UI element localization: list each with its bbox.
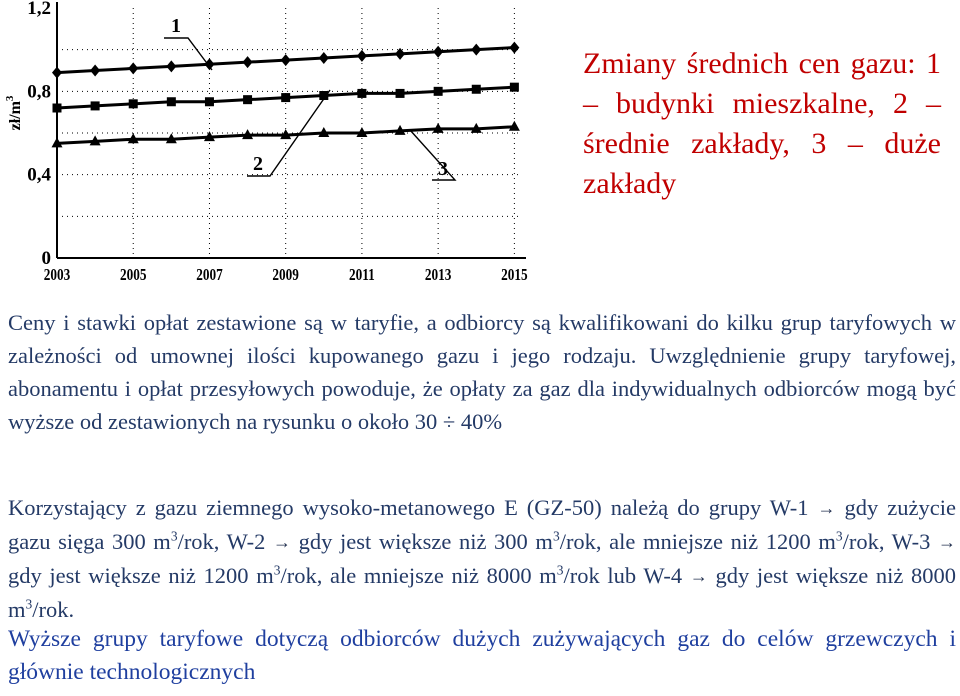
arrow-icon: → <box>817 498 836 518</box>
superscript: 3 <box>552 528 560 544</box>
series-label-3: 3 <box>438 158 448 180</box>
groups-text-7: gdy jest większe niż 1200 m <box>8 563 274 588</box>
groups-text-3: /rok, W-2 <box>177 529 266 554</box>
gas-price-chart <box>0 0 560 300</box>
groups-text-8: /rok, ale mniejsze niż 8000 m <box>280 563 557 588</box>
x-tick-label: 2015 <box>501 265 528 285</box>
superscript: 3 <box>273 562 281 578</box>
x-tick-label: 2009 <box>272 265 299 285</box>
data-point-diamond <box>243 56 253 68</box>
chart-grid <box>57 8 522 258</box>
groups-text-6: /rok, W-3 <box>842 529 931 554</box>
data-point-diamond <box>128 62 138 74</box>
data-point-diamond <box>281 54 291 66</box>
y-tick-label: 0 <box>41 248 51 269</box>
data-point-square <box>357 89 366 98</box>
data-point-diamond <box>319 52 329 64</box>
tariff-paragraph <box>8 306 956 438</box>
data-point-square <box>281 93 290 102</box>
data-point-diamond <box>395 48 405 60</box>
y-axis-label: $zł/m^3$ <box>4 95 24 131</box>
data-point-diamond <box>90 65 100 77</box>
superscript: 3 <box>556 562 564 578</box>
data-point-square <box>91 101 100 110</box>
x-tick-label: 2003 <box>43 265 71 285</box>
data-point-diamond <box>433 46 443 58</box>
chart-series <box>52 42 520 148</box>
tariff-paragraph-text: Ceny i stawki opłat zestawione są w taryfie, a odbiorcy są kwalifikowani do kilku grup taryfowych w zależności od umownej ilości kupowanego gazu i jego rodzaju. Uwzględnienie grupy taryfowej, abonamentu i opłat przesyłowych powoduje, że opłaty za gaz dla indywidualnych odbiorców mogą być wyższe od zestawionych na rysunku o około 30 ÷ 40% <box>8 310 956 434</box>
x-tick-label: 2011 <box>349 265 375 285</box>
groups-text-2: gdy zużycie gazu sięga 300 m <box>8 495 956 554</box>
series-label-1: 1 <box>171 15 181 37</box>
data-point-diamond <box>509 42 519 54</box>
x-tick-label: 2013 <box>424 265 452 285</box>
data-point-diamond <box>204 58 214 70</box>
x-tick-label: 2005 <box>119 265 147 285</box>
highlight-paragraph <box>8 623 956 689</box>
y-tick-label: 1,2 <box>27 0 51 19</box>
data-point-diamond <box>52 67 62 79</box>
data-point-square <box>205 97 214 106</box>
callout-line-3 <box>410 130 455 180</box>
chart-title <box>583 44 941 204</box>
data-point-square <box>396 89 405 98</box>
data-point-square <box>434 87 443 96</box>
groups-text-11: /rok. <box>32 597 75 622</box>
data-point-square <box>472 85 481 94</box>
data-point-diamond <box>166 60 176 72</box>
data-point-square <box>53 104 62 113</box>
y-tick-label: 0,8 <box>27 81 51 103</box>
tariff-groups-paragraph <box>8 491 956 626</box>
data-point-square <box>129 99 138 108</box>
y-axis-label-superscript: 3 <box>4 95 16 102</box>
highlight-paragraph-text: Wyższe grupy taryfowe dotyczą odbiorców dużych zużywających gaz do celów grzewczych i głównie technologicznych <box>8 626 956 685</box>
superscript: 3 <box>25 596 33 612</box>
superscript: 3 <box>170 528 178 544</box>
chart-title-text: Zmiany średnich cen gazu: 1 – budynki mieszkalne, 2 – średnie zakłady, 3 – duże zakłady <box>583 47 941 200</box>
groups-text-1: Korzystający z gazu ziemnego wysoko-metanowego E (GZ-50) należą do grupy W-1 <box>8 495 809 520</box>
arrow-icon: → <box>689 566 708 586</box>
data-point-square <box>243 95 252 104</box>
x-tick-label: 2007 <box>196 265 223 285</box>
series-label-2: 2 <box>253 153 263 175</box>
groups-text-4: gdy jest większe niż 300 m <box>298 529 553 554</box>
y-tick-label: 0,4 <box>27 164 51 186</box>
groups-text-5: /rok, ale mniejsze niż 1200 m <box>559 529 836 554</box>
arrow-icon: → <box>273 532 292 552</box>
data-point-diamond <box>471 44 481 56</box>
groups-text-10: gdy jest większe niż 8000 m <box>8 563 957 622</box>
superscript: 3 <box>835 528 843 544</box>
groups-text-9: /rok lub W-4 <box>563 563 683 588</box>
data-point-diamond <box>357 50 367 62</box>
data-point-square <box>510 83 519 92</box>
data-point-square <box>167 97 176 106</box>
arrow-icon: → <box>938 532 957 552</box>
